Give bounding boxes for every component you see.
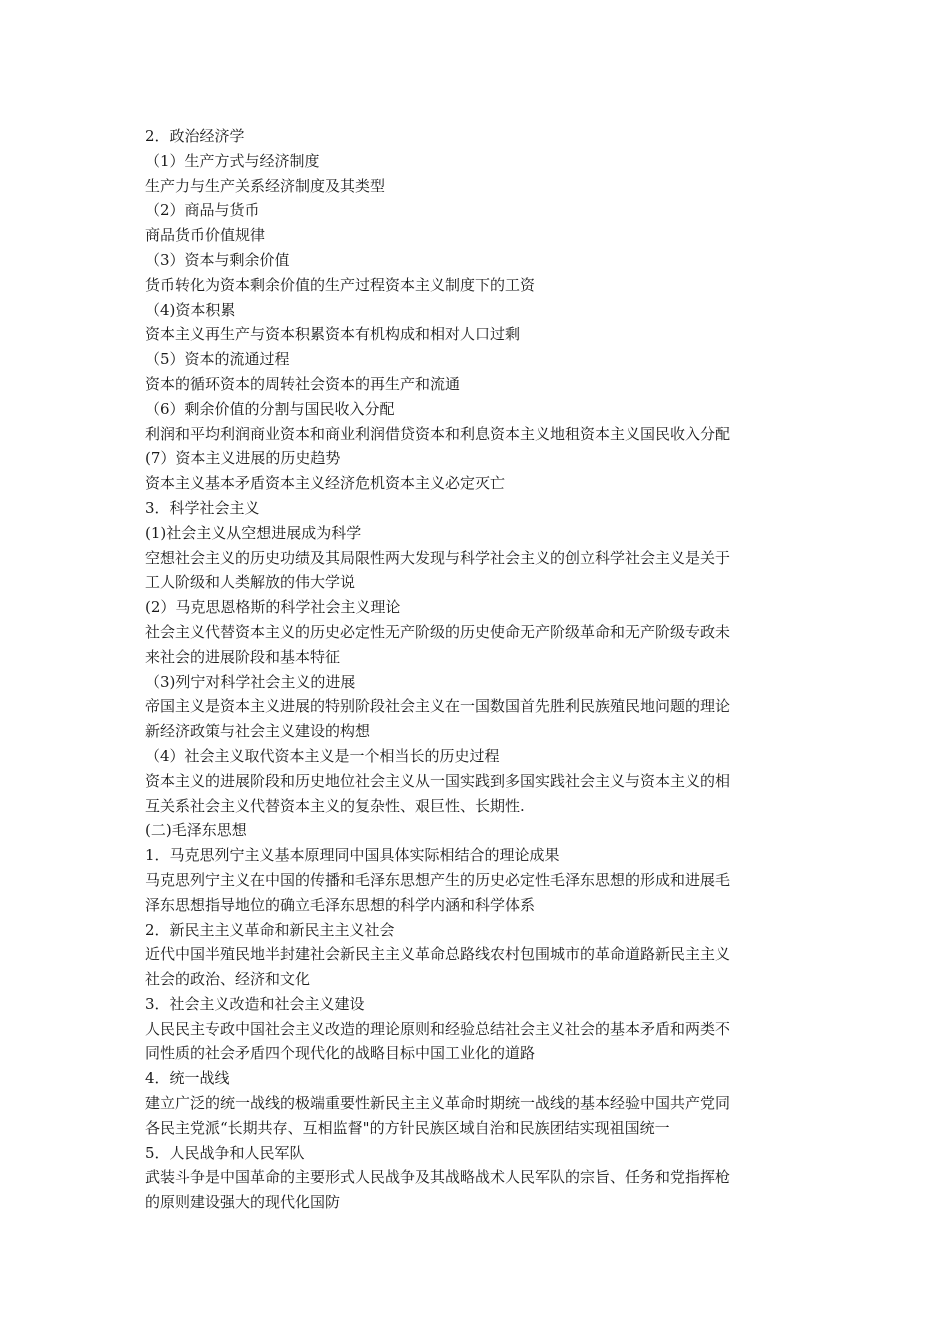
paragraph-line: 资本主义再生产与资本积累资本有机构成和相对人口过剩 (145, 325, 521, 344)
subsection-heading: (7）资本主义进展的历史趋势 (145, 449, 341, 468)
section-heading: 3．科学社会主义 (145, 498, 260, 517)
paragraph-line: 建立广泛的统一战线的极端重要性新民主主义革命时期统一战线的基本经验中国共产党同 (145, 1094, 731, 1113)
paragraph-line: 武装斗争是中国革命的主要形式人民战争及其战略战术人民军队的宗旨、任务和党指挥枪 (145, 1168, 731, 1187)
paragraph-line: 近代中国半殖民地半封建社会新民主主义革命总路线农村包围城市的革命道路新民主主义 (145, 945, 731, 964)
paragraph-line: 来社会的进展阶段和基本特征 (145, 647, 341, 666)
section-heading: 2．政治经济学 (145, 127, 245, 145)
subsection-heading: (2）马克思恩格斯的科学社会主义理论 (145, 598, 401, 617)
subsection-heading: （6）剩余价值的分割与国民收入分配 (145, 399, 395, 418)
subsection-heading: （5）资本的流通过程 (145, 350, 290, 369)
section-heading: 4．统一战线 (145, 1069, 230, 1088)
paragraph-line: 的原则建设强大的现代化国防 (145, 1193, 341, 1212)
paragraph-line: 各民主党派“长期共存、互相监督"的方针民族区域自治和民族团结实现祖国统一 (145, 1118, 670, 1137)
section-heading: 2．新民主主义革命和新民主主义社会 (145, 920, 395, 939)
section-heading: 1．马克思列宁主义基本原理同中国具体实际相结合的理论成果 (145, 846, 560, 865)
subsection-heading: （2）商品与货币 (145, 201, 260, 220)
subsection-heading: （3)列宁对科学社会主义的进展 (145, 672, 356, 691)
paragraph-line: 新经济政策与社会主义建设的构想 (145, 722, 371, 741)
subsection-heading: （3）资本与剩余价值 (145, 250, 290, 269)
paragraph-line: 马克思列宁主义在中国的传播和毛泽东思想产生的历史必定性毛泽东思想的形成和进展毛 (145, 870, 731, 889)
section-heading: 3．社会主义改造和社会主义建设 (145, 994, 365, 1013)
section-heading: 5．人民战争和人民军队 (145, 1143, 305, 1162)
document-body (145, 124, 810, 1215)
paragraph-line: 商品货币价值规律 (145, 226, 266, 245)
paragraph-line: 空想社会主义的历史功绩及其局限性两大发现与科学社会主义的创立科学社会主义是关于 (145, 548, 731, 567)
subsection-heading: （4)资本积累 (145, 300, 236, 319)
paragraph-line: 利润和平均利润商业资本和商业利润借贷资本和利息资本主义地租资本主义国民收入分配 (145, 424, 731, 443)
subsection-heading: (1)社会主义从空想进展成为科学 (145, 523, 362, 542)
subsection-heading: （4）社会主义取代资本主义是一个相当长的历史过程 (145, 746, 500, 765)
paragraph-line: 帝国主义是资本主义进展的特别阶段社会主义在一国数国首先胜利民族殖民地问题的理论 (145, 697, 731, 716)
paragraph-line: 货币转化为资本剩余价值的生产过程资本主义制度下的工资 (145, 275, 536, 294)
paragraph-line: 资本主义基本矛盾资本主义经济危机资本主义必定灭亡 (145, 474, 506, 493)
paragraph-line: 资本的循环资本的周转社会资本的再生产和流通 (145, 374, 461, 393)
paragraph-line: 社会的政治、经济和文化 (145, 970, 311, 989)
subsection-heading: （1）生产方式与经济制度 (145, 151, 320, 170)
paragraph-line: 资本主义的进展阶段和历史地位社会主义从一国实践到多国实践社会主义与资本主义的相 (145, 771, 731, 790)
paragraph-line: 工人阶级和人类解放的伟大学说 (145, 573, 356, 592)
paragraph-line: 泽东思想指导地位的确立毛泽东思想的科学内涵和科学体系 (145, 895, 536, 914)
paragraph-line: 同性质的社会矛盾四个现代化的战略目标中国工业化的道路 (145, 1044, 536, 1063)
paragraph-line: 社会主义代替资本主义的历史必定性无产阶级的历史使命无产阶级革命和无产阶级专政未 (145, 622, 731, 641)
paragraph-line: 人民民主专政中国社会主义改造的理论原则和经验总结社会主义社会的基本矛盾和两类不 (145, 1019, 731, 1038)
paragraph-line: 互关系社会主义代替资本主义的复杂性、艰巨性、长期性. (145, 796, 525, 815)
part-heading: (二)毛泽东思想 (145, 821, 247, 840)
paragraph-line: 生产力与生产关系经济制度及其类型 (145, 176, 386, 195)
